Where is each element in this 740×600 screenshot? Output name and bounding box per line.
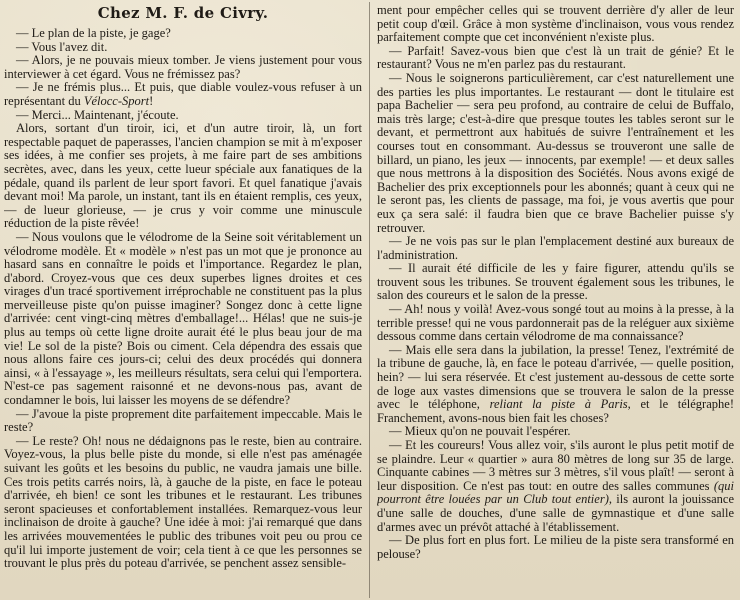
- text-run: — Parfait! Savez-vous bien que c'est là un trait de génie? Et le restaurant? Vous ne m'en parlez pas du restaurant.: [377, 43, 734, 72]
- text-run: — Vous l'avez dit.: [16, 39, 108, 54]
- paragraph: [377, 303, 734, 344]
- text-run: — J'avoue la piste proprement dite parfaitement impeccable. Mais le reste?: [4, 406, 362, 435]
- text-run: !: [149, 93, 154, 108]
- article-title: Chez M. F. de Civry.: [97, 4, 269, 22]
- text-run: — Mais elle sera dans la jubilation, la presse! Tenez, l'extrémité de la tribune de gauche, là, en face le poteau d'arrivée, — quelle position, hein? — lui sera réservée. Et c'est justement au-dessous de cette sorte de loge aux vastes dimensions que se trouvera le salon de la presse avec le téléphone,: [377, 342, 734, 412]
- text-run: — Merci... Maintenant, j'écoute.: [16, 107, 179, 122]
- text-run: Alors, sortant d'un tiroir, ici, et d'un autre tiroir, là, un fort respectable paquet de paperasses, l'ancien champion se mit à m'exposer ses idées, à me confier ses projets, à me faire part de ses ambitions secrètes, avec, dans les yeux, cette lueur spéciale aux fanatiques de la pédale, quand ils parlent de leur sport favori. Et quel fanatique j'avais devant moi! Ma parole, un instant, tant ils en étaient remplis, ces yeux, — de lueur glorieuse, — je crus y voir comme une minuscule réduction de la piste rêvée!: [4, 121, 362, 231]
- paragraph: [4, 109, 362, 123]
- text-run: — De plus fort en plus fort. Le milieu de la piste sera transformé en pelouse?: [377, 533, 734, 561]
- paragraph: [377, 235, 734, 262]
- right-column-text: [377, 4, 734, 561]
- text-run: ment pour empêcher celles qui se trouvent derrière d'y aller de leur petit coup d'œil. Grâce à mon système d'inclinaison, vous vous rendez parfaitement compte que cet inconvénient n'existe plus.: [377, 4, 734, 45]
- paragraph: [4, 122, 362, 231]
- paragraph: [377, 4, 734, 45]
- paragraph: [377, 45, 734, 72]
- paragraph: [4, 41, 362, 55]
- paragraph: [377, 262, 734, 303]
- italic-text: reliant la piste à Paris: [489, 397, 628, 412]
- paragraph: [4, 408, 362, 435]
- paragraph: [4, 231, 362, 408]
- text-run: — Je ne frémis plus... Et puis, que diable voulez-vous refuser à un représentant du: [4, 80, 362, 108]
- text-run: — Le plan de la piste, je gage?: [16, 26, 171, 40]
- paragraph: [377, 439, 734, 534]
- paragraph: [377, 425, 734, 439]
- paragraph: [377, 344, 734, 426]
- text-run: — Nous le soignerons particulièrement, car c'est naturellement une des parties les plus importantes. Le restaurant — dont le titulaire est papa Bachelier — sera peu profond, au contraire de celui de Buffalo, mais très large; c'est-à-dire que presque toutes les tables seront sur le devant, et permettront aux habitués de suivre l'entraînement et les courses tout en consommant. Au-dessus se trouveront une salle de billard, un piano, les jeux — innocents, par exemple! — et deux salles que nous mettrons à la disposition des Sociétés. Nous avons exigé de Bachelier des prix exceptionnels pour les abonnés; quant à ceux qui ne le seront pas, les clients de passage, ma foi, je vous avertis que pour eux ça sera salé: il faudra bien que ce brave Bachelier puisse s'y retrouver.: [377, 70, 734, 235]
- text-run: — Ah! nous y voilà! Avez-vous songé tout au moins à la presse, à la terrible presse! qui ne vous pardonnerait pas de la reléguer aux sixième dessous comme dans certain vélodrome de ma connaissance?: [377, 302, 734, 344]
- paragraph: [4, 27, 362, 41]
- left-column: [4, 4, 362, 598]
- right-column: [377, 4, 734, 598]
- text-run: , ils auront la jouissance d'une salle de douches, d'une salle de gymnastique et d'une salle d'armes avec un prévôt attaché à l'établissement.: [377, 492, 734, 534]
- text-run: — Le reste? Oh! nous ne dédaignons pas le reste, bien au contraire. Voyez-vous, la plus belle piste du monde, si elle n'est pas aménagée suivant les goûts et les besoins du public, ne vaudra jamais une bille. Ces trois petits carrés noirs, là, à gauche de la piste, en face le poteau d'arrivée, eh bien! ce sont les tribunes et le restaurant. Les tribunes seront spacieuses et confortablement installées. Remarquez-vous leur inclinaison de droite à gauche? Une idée à moi: j'ai remarqué que dans les arrivées mouvementées le public des tribunes voit peu ou prou ce qu'il lui importe justement de voir; cela tient à ce que les personnes se trouvant le plus près du poteau d'arrivée, se penchent assez sensible-: [4, 433, 362, 571]
- text-run: — Je ne vois pas sur le plan l'emplacement destiné aux bureaux de l'administration.: [377, 234, 734, 262]
- paragraph: [4, 81, 362, 108]
- text-run: — Mieux qu'on ne pouvait l'espérer.: [389, 424, 571, 439]
- column-divider: [369, 2, 370, 598]
- text-run: — Alors, je ne pouvais mieux tomber. Je viens justement pour vous interviewer à cet égard. Vous ne frémissez pas?: [4, 53, 362, 81]
- paragraph: [4, 54, 362, 81]
- left-column-text: [4, 27, 362, 571]
- text-run: — Nous voulons que le vélodrome de la Seine soit véritablement un vélodrome modèle. Et « modèle » n'est pas un mot que je prononce au hasard sans en connaître le poids et l'importance. Regardez le plan, d'abord. Croyez-vous que ces deux superbes lignes droites et ces virages d'un tracé sportivement irréprochable ne constituent pas la plus merveilleuse piste qu'on puisse imaginer? Songez donc à cette ligne d'arrivée: cent vingt-cinq mètres d'emballage!... Hélas! que ne suis-je plus au temps où cette ligne droite aurait été le plus beau jour de ma vie! Le sol de la piste? Bois ou ciment. Cela dépendra des essais que nous allons faire ces jours-ci; celui des deux procédés qui donnera ainsi, « à l'essayage », les meilleurs résultats, sera celui qui l'emportera. N'est-ce pas sagement raisonné et ne devons-nous pas, avant de condamner le bois, lui laisser les moyens de se défendre?: [4, 229, 362, 408]
- paragraph: [4, 435, 362, 571]
- italic-text: (qui pourront être louées par un Club tout entier): [377, 478, 734, 507]
- text-run: — Et les coureurs! Vous allez voir, s'ils auront le plus petit motif de se plaindre. Leur « quartier » aura 80 mètres de long sur 35 de large. Cinquante cabines — 3 mètres sur 3 mètres, s'il vous plaît! — seront à leur disposition. Ce n'est pas tout: en outre des salles communes: [377, 438, 734, 493]
- text-run: — Il aurait été difficile de les y faire figurer, attendu qu'ils se trouvent sous les tribunes. Se trouvent également sous les tribunes, le salon des coureurs et le salon de la presse.: [377, 261, 734, 303]
- text-run: , et le télégraphe! Franchement, avons-nous bien fait les choses?: [377, 397, 734, 425]
- italic-text: Vélocc-Sport: [83, 93, 150, 108]
- paragraph: [377, 534, 734, 561]
- paragraph: [377, 72, 734, 235]
